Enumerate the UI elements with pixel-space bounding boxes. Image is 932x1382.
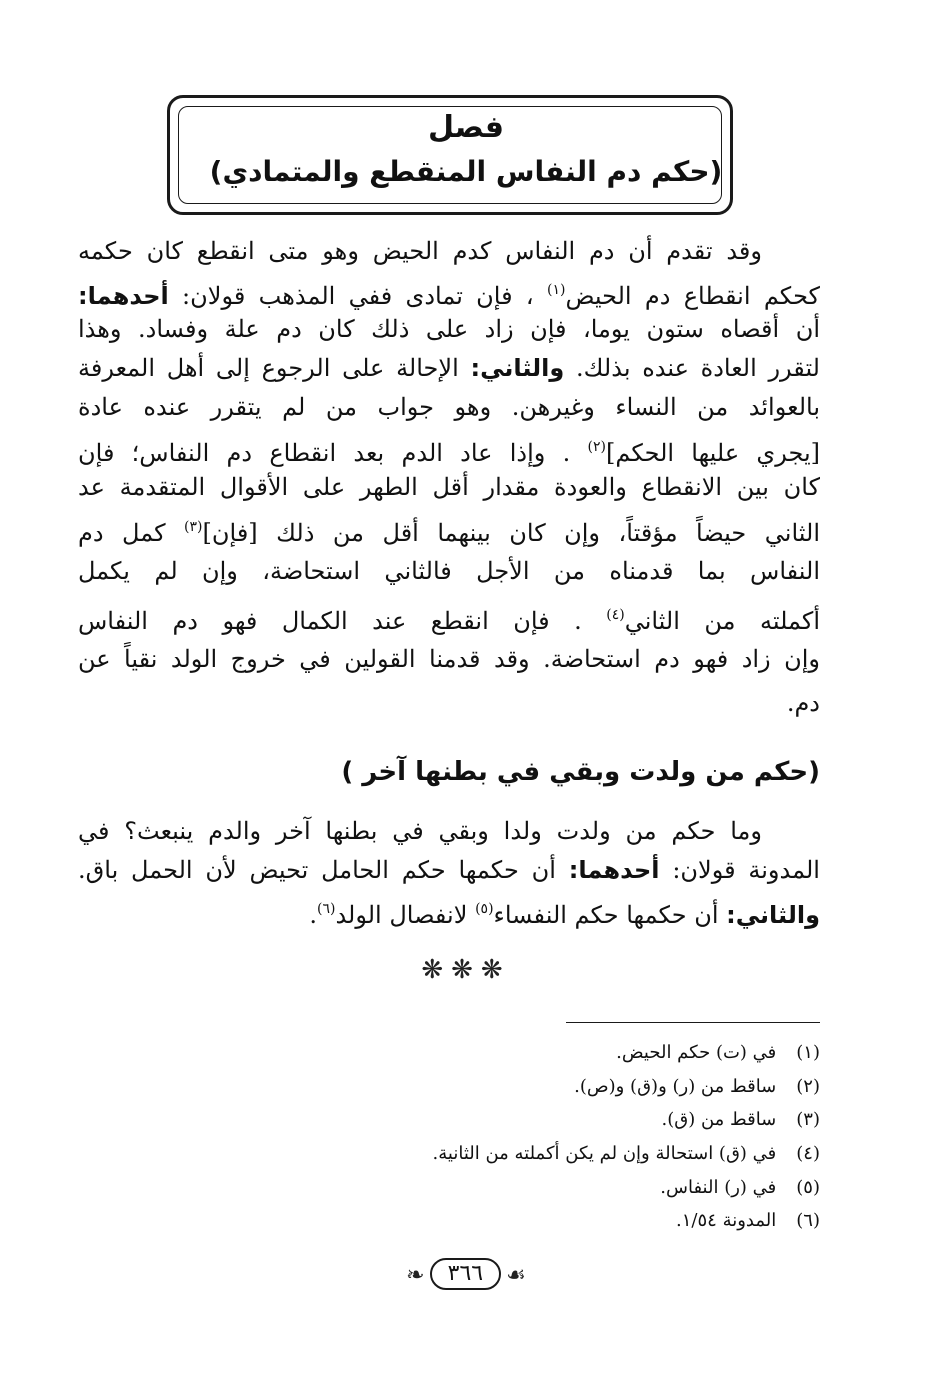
footnote-number: (٢): [796, 1076, 820, 1097]
paragraph1-line: [78, 351, 820, 385]
footnote: [300, 1208, 820, 1234]
paragraph1-line: [78, 390, 820, 424]
footnote-ref[interactable]: (٣): [184, 519, 203, 535]
footnote-text: ساقط من (ق).: [661, 1109, 777, 1130]
footnote: [300, 1175, 820, 1201]
footnote-text: المدونة ١/٥٤.: [676, 1210, 777, 1231]
paragraph1-line: [78, 234, 820, 268]
section2-line: [78, 814, 820, 848]
page-number-container: [0, 1258, 932, 1290]
paragraph1-line: [78, 430, 820, 470]
text-span: وما حكم من ولدت ولدا وبقي في بطنها آخر والدم ينبعث؟ في: [78, 817, 762, 845]
text-span: أن أقصاه ستون يوما، فإن زاد على ذلك كان دم علة وفساد. وهذا: [78, 315, 820, 343]
text-span: [يجري عليها الحكم]: [605, 439, 820, 467]
page-number: ٣٦٦: [430, 1258, 501, 1290]
text-span: وإن زاد فهو دم استحاضة. وقد قدمنا القولين في خروج الولد نقياً عن: [78, 645, 820, 673]
text-span: الإحالة على الرجوع إلى أهل المعرفة: [78, 354, 459, 382]
section-title: فصل: [428, 110, 504, 145]
paragraph1-line: [78, 273, 820, 313]
footnote-divider: [566, 1022, 820, 1023]
text-span: وقد تقدم أن دم النفاس كدم الحيض وهو متى انقطع كان حكمه: [78, 237, 762, 265]
footnote-ref[interactable]: (٢): [587, 439, 606, 455]
left-ornament-icon: ❧: [406, 1263, 425, 1288]
text-span: . فإن انقطع عند الكمال فهو دم النفاس: [78, 607, 582, 635]
text-span: كحكم انقطاع دم الحيض: [565, 282, 820, 310]
section-subtitle: (حكم دم النفاس المنقطع والمتمادي): [209, 155, 723, 188]
paragraph1-line: [78, 510, 820, 550]
text-span: الثاني حيضاً مؤقتاً، وإن كان بينهما أقل من ذلك [فإن]: [202, 519, 820, 547]
section2-heading: (حكم من ولدت وبقي في بطنها آخر ): [341, 757, 820, 787]
text-span: النفاس بما قدمناه من الأجل فالثاني استحاضة، وإن لم يكمل: [78, 557, 820, 585]
section2-line: [78, 853, 820, 887]
footnote-ref[interactable]: (٤): [606, 607, 625, 623]
text-span: أن حكمها حكم الحامل تحيض لأن الحمل باق.: [78, 856, 556, 884]
footnote: [300, 1141, 820, 1167]
footnote: [300, 1074, 820, 1100]
text-span: دم.: [786, 689, 820, 717]
footnote-text: في (ت) حكم الحيض.: [616, 1042, 777, 1063]
text-span: كان بين الانقطاع والعودة مقدار أقل الطهر على الأقوال المتقدمة عد: [78, 473, 820, 501]
bold-term: أحدهما:: [78, 282, 169, 310]
footnote: [300, 1040, 820, 1066]
text-span: المدونة قولان:: [672, 856, 820, 884]
text-span: بالعوائد من النساء وغيرهن. وهو جواب من لم يتقرر عنده عادة: [78, 393, 820, 421]
footnote-text: في (ق) استحالة وإن لم يكن أكملته من الثانية.: [432, 1143, 777, 1164]
footnote-number: (٥): [796, 1177, 820, 1198]
footnote-number: (٦): [796, 1210, 820, 1231]
bold-term: أحدهما:: [568, 856, 660, 884]
text-span: ، فإن تمادى ففي المذهب قولان:: [182, 282, 534, 310]
footnote-text: في (ر) النفاس.: [660, 1177, 777, 1198]
paragraph1-line: [78, 470, 820, 504]
bold-term: والثاني:: [726, 901, 820, 929]
footnote-ref[interactable]: (٦): [316, 901, 336, 917]
footnote-number: (٣): [796, 1109, 820, 1130]
footnote-text: ساقط من (ر) و(ق) و(ص).: [574, 1076, 777, 1097]
paragraph1-line: [78, 686, 820, 720]
footnote-number: (٤): [796, 1143, 820, 1164]
separator-stars: ❋❋❋: [421, 955, 511, 985]
paragraph1-line: [78, 642, 820, 676]
section2-line: [78, 892, 820, 932]
text-span: لتقرر العادة عنده بذلك.: [576, 354, 820, 382]
paragraph1-line: [78, 312, 820, 346]
footnote-ref[interactable]: (١): [546, 282, 566, 298]
paragraph1-line: [78, 554, 820, 588]
bold-term: والثاني:: [470, 354, 565, 382]
text-span: لانفصال الولد: [335, 901, 468, 929]
text-span: أن حكمها حكم النفساء: [493, 901, 719, 929]
paragraph1-line: [78, 598, 820, 638]
footnote-ref[interactable]: (٥): [475, 901, 494, 917]
footnote: [300, 1107, 820, 1133]
text-span: أكملته من الثاني: [624, 607, 820, 635]
footnote-number: (١): [796, 1042, 820, 1063]
text-span: . وإذا عاد الدم بعد انقطاع دم النفاس؛ فإن: [78, 439, 571, 467]
right-ornament-icon: ☙: [506, 1263, 526, 1288]
text-span: .: [309, 901, 317, 929]
text-span: كمل دم: [78, 519, 166, 547]
